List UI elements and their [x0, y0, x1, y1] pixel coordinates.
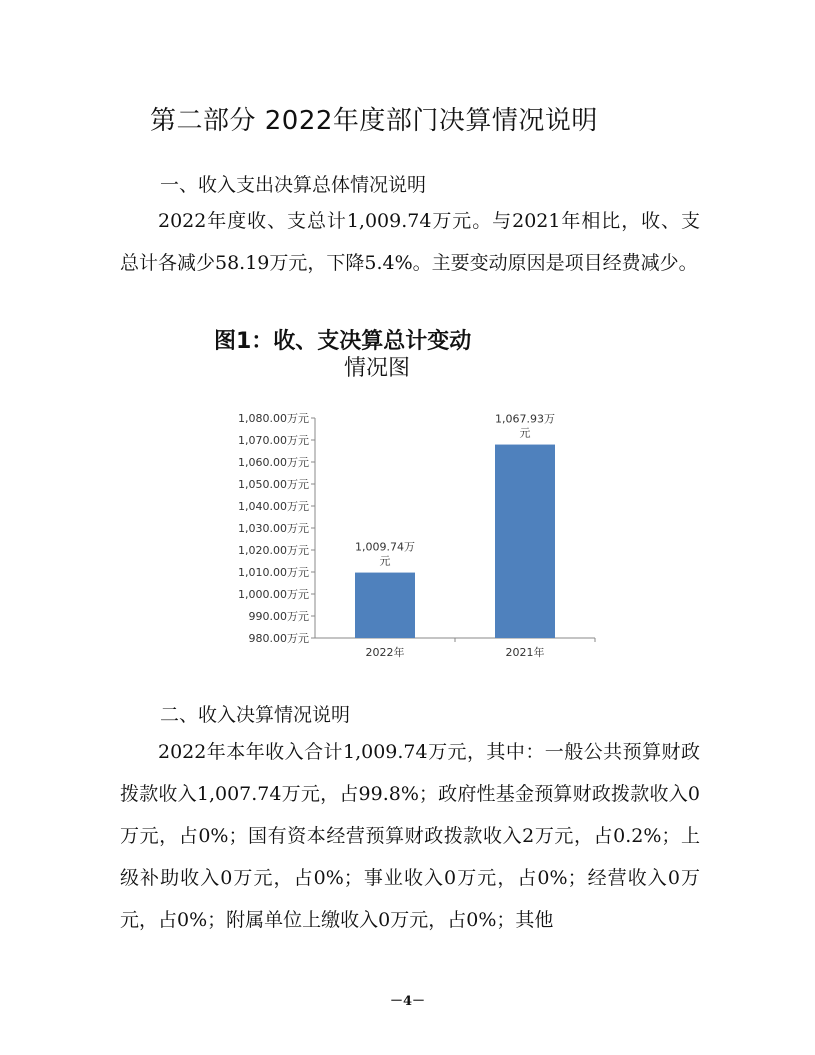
chart-title: [214, 328, 471, 382]
y-tick-label: 1,050.00万元: [238, 478, 309, 491]
y-tick-label: 1,030.00万元: [238, 522, 309, 535]
paragraph-2: [120, 731, 700, 941]
x-tick-label: 2022年: [365, 646, 405, 659]
y-tick-label: 1,070.00万元: [238, 434, 309, 447]
section-heading-2: 二、收入决算情况说明: [160, 704, 351, 726]
revenue-bar-chart: [205, 400, 605, 670]
page-title: 第二部分 2022年度部门决算情况说明: [150, 106, 598, 136]
paragraph-2-text: 2022年本年收入合计1,009.74万元，其中：一般公共预算财政拨款收入1,007.74万元，占99.8%；政府性基金预算财政拨款收入0万元，占0%；国有资本经营预算财政拨款收入2万元，占0.2%；上级补助收入0万元，占0%；事业收入0万元，占0%；经营收入0万元，占0%；附属单位上缴收入0万元，占0%；其他: [120, 741, 700, 931]
data-label-unit: 元: [379, 554, 391, 568]
data-label: 1,067.93万: [495, 412, 555, 426]
paragraph-1-text: 2022年度收、支总计1,009.74万元。与2021年相比，收、支总计各减少58.19万元，下降5.4%。主要变动原因是项目经费减少。: [120, 210, 700, 274]
x-tick-label: 2021年: [505, 646, 545, 659]
section-heading-1: 一、收入支出决算总体情况说明: [160, 174, 427, 196]
y-tick-label: 990.00万元: [248, 610, 309, 623]
y-tick-label: 1,060.00万元: [238, 456, 309, 469]
y-tick-label: 1,000.00万元: [238, 588, 309, 601]
chart-title-line2: 情况图: [344, 356, 411, 381]
page-number: －4－: [389, 994, 426, 1009]
data-label: 1,009.74万: [355, 540, 415, 554]
data-label-unit: 元: [519, 426, 531, 440]
y-tick-label: 1,010.00万元: [238, 566, 309, 579]
y-tick-label: 980.00万元: [248, 632, 309, 645]
bar: [355, 573, 415, 638]
chart-title-line1: 图1：收、支决算总计变动: [214, 329, 472, 354]
bar: [495, 445, 555, 638]
y-tick-label: 1,080.00万元: [238, 412, 309, 425]
y-tick-label: 1,040.00万元: [238, 500, 309, 513]
paragraph-1: [120, 200, 700, 284]
y-tick-label: 1,020.00万元: [238, 544, 309, 557]
